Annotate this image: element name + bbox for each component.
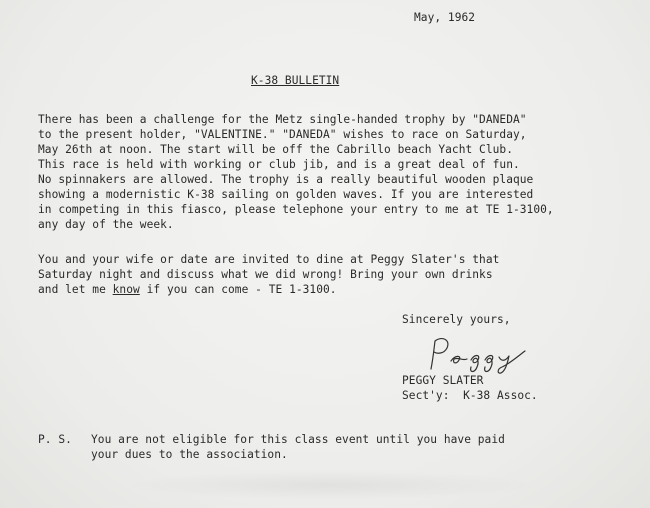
underlined-word: know <box>112 283 140 296</box>
line-text: if you can come - TE 1-3100. <box>139 283 337 296</box>
line-text: and let me <box>38 283 113 296</box>
postscript-line: your dues to the association. <box>91 448 288 461</box>
paragraph-line: May 26th at noon. The start will be off the Cabrillo beach Yacht Club. <box>38 143 513 156</box>
bulletin-title: K-38 BULLETIN <box>251 74 340 87</box>
paragraph-line: There has been a challenge for the Metz single-handed trophy by "DANEDA" <box>38 113 527 126</box>
paragraph-line: This race is held with working or club jib, and is a great deal of fun. <box>38 158 520 171</box>
paragraph-line: No spinnakers are allowed. The trophy is a really beautiful wooden plaque <box>38 173 534 186</box>
paragraph-line: Saturday night and discuss what we did wrong! Bring your own drinks <box>38 268 493 281</box>
paragraph-line <box>38 283 337 296</box>
paragraph-line: to the present holder, "VALENTINE." "DANEDA" wishes to race on Saturday, <box>38 128 527 141</box>
paragraph-line: in competing in this fiasco, please telephone your entry to me at TE 1-3100, <box>38 203 554 216</box>
valediction: Sincerely yours, <box>402 313 511 326</box>
signer-title: Sect'y: K-38 Assoc. <box>402 389 538 402</box>
signer-name: PEGGY SLATER <box>402 374 484 387</box>
paragraph-line: any day of the week. <box>38 218 174 231</box>
bulletin-date: May, 1962 <box>414 11 476 24</box>
paper-smudge <box>120 470 540 500</box>
handwritten-signature <box>425 333 535 375</box>
paragraph-line: showing a modernistic K-38 sailing on golden waves. If you are interested <box>38 188 534 201</box>
postscript-label: P. S. <box>38 433 72 446</box>
paragraph-line: You and your wife or date are invited to dine at Peggy Slater's that <box>38 253 500 266</box>
postscript-line: You are not eligible for this class event until you have paid <box>91 433 505 446</box>
